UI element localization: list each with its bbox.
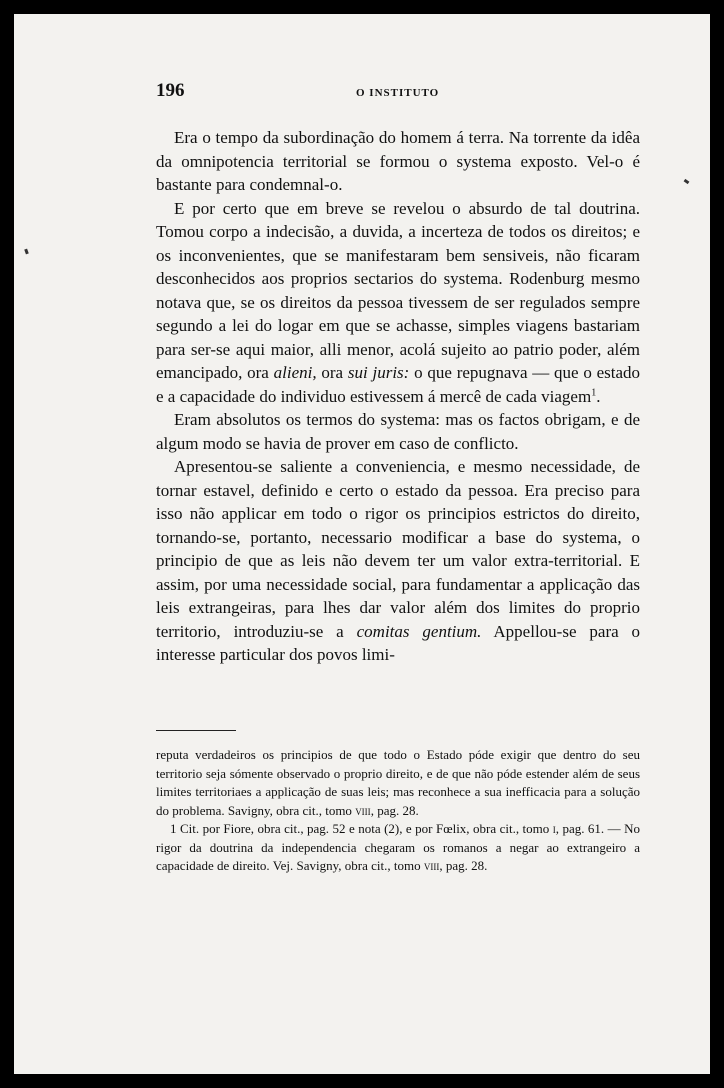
paragraph-4-text-b: Appellou-se para o interesse particular dos povos limi- [156, 621, 641, 664]
paragraph-2 [156, 197, 640, 409]
footnote-1 [156, 820, 640, 876]
footnote-1-text-a: Cit. por Fiore, obra cit., pag. 52 e nota (2), e por Fœlix, obra cit., tomo [179, 821, 550, 836]
footnote-1-text-c: , pag. 28. [439, 858, 488, 873]
footnote-1-volume-2: viii [423, 858, 440, 873]
running-title: O INSTITUTO [356, 87, 440, 99]
footnote-ref-1[interactable]: 1 [591, 386, 597, 398]
footnote-continuation-volume: viii [355, 802, 371, 818]
footnote-continuation-page: , pag. 28. [370, 802, 419, 818]
latin-term-alieni: alieni, [273, 363, 317, 382]
margin-speck [24, 249, 29, 255]
paragraph-2-text-b: ora [321, 363, 344, 382]
page-number: 196 [156, 80, 185, 101]
paragraph-3: Eram absolutos os termos do systema: mas os factos obrigam, e de algum modo se havia de prover em caso de conflicto. [156, 410, 640, 453]
margin-speck [684, 179, 690, 184]
footnote-1-volume-1: i [552, 821, 556, 836]
footnote-1-text-b: , pag. 61. — No rigor da doutrina da independencia chegaram os romanos a negar ao extrangeiro a capacidade de direito. Vej. Savigny, obra cit., tomo [156, 821, 640, 873]
latin-term-sui-juris: sui juris: [347, 363, 410, 382]
paragraph-4 [156, 455, 640, 667]
footnote-divider [156, 730, 236, 731]
paragraph-1: Era o tempo da subordinação do homem á terra. Na torrente da idêa da omnipotencia territorial se formou o systema exposto. Vel-o é bastante para condemnal-o. [156, 128, 640, 194]
footnote-1-number: 1 [170, 821, 177, 836]
main-text [156, 126, 640, 667]
paragraph-2-text-c: o que repugnava — que o estado e a capacidade do individuo estivessem á mercê de cada viagem [156, 363, 641, 406]
page-header [156, 80, 636, 106]
footnote-continuation [156, 746, 640, 820]
paragraph-4-text-a: Apresentou-se saliente a conveniencia, e mesmo necessidade, de tornar estavel, definido e certo o estado da pessoa. Era preciso para isso não applicar em todo o rigor os principios estrictos do direito, tornando-se, portanto, necessario modificar a base do systema, o principio de que as leis não devem ter um valor extra-territorial. E assim, por uma necessidade social, para fundamentar a applicação das leis extrangeiras, para lhes dar valor além dos limites do proprio territorio, introduziu-se a [156, 457, 640, 641]
footnote-continuation-text: reputa verdadeiros os principios de que todo o Estado póde exigir que dentro do seu territorio seja sómente observado o proprio direito, e de que não póde estender além de seus limites territoriaes a applicação de suas leis; mas reconhece a sua inefficacia para a solução do problema. Savigny, obra cit., tomo [156, 747, 640, 818]
paragraph-2-text-a: E por certo que em breve se revelou o absurdo de tal doutrina. Tomou corpo a indecisão, a duvida, a incerteza de todos os direitos; e os inconvenientes, que se manifestaram bem sensiveis, não ficaram desconhecidos aos proprios sectarios do systema. Rodenburg mesmo notava que, se os direitos da pessoa tivessem de ser regulados sempre segundo a lei do logar em que se achasse, simples viagens bastariam para ser-se aqui maior, alli menor, acolá sujeito ao patrio poder, além emancipado, ora [156, 198, 640, 382]
paragraph-2-end: . [596, 386, 601, 406]
book-page [14, 14, 710, 1074]
footnotes [156, 746, 640, 876]
latin-term-comitas-gentium: comitas gentium. [356, 621, 482, 641]
